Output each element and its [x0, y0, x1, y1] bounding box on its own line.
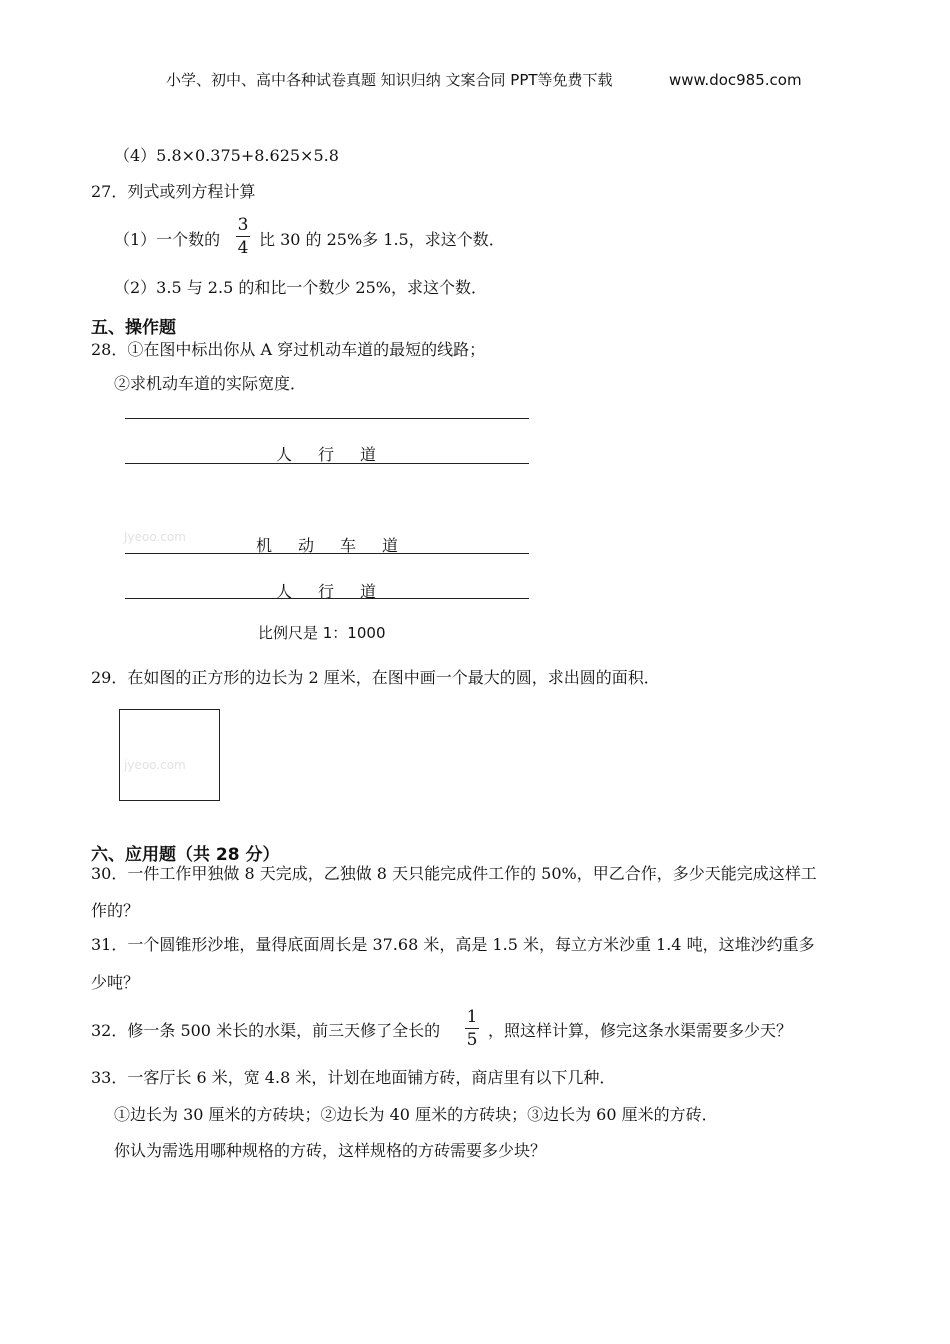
figure-watermark: Jyeoo.com	[124, 530, 186, 544]
q33-line2: ①边长为 30 厘米的方砖块；②边长为 40 厘米的方砖块；③边长为 60 厘米的方砖．	[114, 1105, 718, 1124]
fraction-bar	[465, 1028, 479, 1029]
sidewalk-top-label: 人行道	[276, 445, 403, 464]
q30-line1: 30．一件工作甲独做 8 天完成，乙独做 8 天只能完成件工作的 50%，甲乙合作，多少天能完成这样工	[91, 864, 817, 883]
road-line-top	[125, 418, 529, 419]
q29-text: 29．在如图的正方形的边长为 2 厘米，在图中画一个最大的圆，求出圆的面积．	[91, 668, 660, 687]
q33-line3: 你认为需选用哪种规格的方砖，这样规格的方砖需要多少块？	[114, 1141, 547, 1160]
square-watermark: jyeoo.com	[124, 758, 186, 772]
roadway-label: 机动车道	[256, 536, 425, 555]
q32-before: 32．修一条 500 米长的水渠，前三天修了全长的	[91, 1021, 441, 1040]
q27-part1-before: （1）一个数的	[114, 230, 221, 249]
q27-part1-after: 比 30 的 25%多 1.5，求这个数．	[259, 230, 505, 249]
header-url[interactable]: www.doc985.com	[669, 71, 802, 89]
square-figure	[119, 709, 220, 801]
q31-line1: 31．一个圆锥形沙堆，量得底面周长是 37.68 米，高是 1.5 米，每立方米沙重 1.4 吨，这堆沙约重多	[91, 935, 815, 954]
section6-heading: 六、应用题（共 28 分）	[91, 845, 280, 865]
q32-after: ，照这样计算，修完这条水渠需要多少天？	[488, 1021, 793, 1040]
q33-line1: 33．一客厅长 6 米，宽 4.8 米，计划在地面铺方砖，商店里有以下几种．	[91, 1068, 616, 1087]
q28-line1: 28．①在图中标出你从 A 穿过机动车道的最短的线路；	[91, 340, 486, 359]
road-line-sidewalk-edge-top	[125, 463, 529, 464]
q32-fraction	[464, 1007, 480, 1050]
q32-fraction-denominator: 5	[466, 1030, 478, 1050]
q27-fraction-denominator: 4	[237, 238, 249, 258]
sidewalk-bottom-label: 人行道	[276, 582, 403, 601]
road-line-roadway-edge	[125, 553, 529, 554]
q32-fraction-numerator: 1	[466, 1007, 478, 1027]
q27-title: 27．列式或列方程计算	[91, 182, 256, 201]
section5-heading: 五、操作题	[91, 318, 176, 338]
q27-fraction	[235, 215, 251, 258]
q28-line2: ②求机动车道的实际宽度．	[114, 374, 307, 393]
q27-part2: （2）3.5 与 2.5 的和比一个数少 25%，求这个数．	[114, 278, 487, 297]
header-promo: 小学、初中、高中各种试卷真题 知识归纳 文案合同 PPT等免费下载	[166, 71, 613, 89]
q26-part4: （4）5.8×0.375+8.625×5.8	[114, 146, 339, 165]
fraction-bar	[236, 236, 250, 237]
q27-fraction-numerator: 3	[237, 215, 249, 235]
q31-line2: 少吨？	[91, 973, 140, 992]
road-line-bottom	[125, 598, 529, 599]
scale-label: 比例尺是 1：1000	[258, 624, 386, 642]
q30-line2: 作的？	[91, 901, 140, 920]
